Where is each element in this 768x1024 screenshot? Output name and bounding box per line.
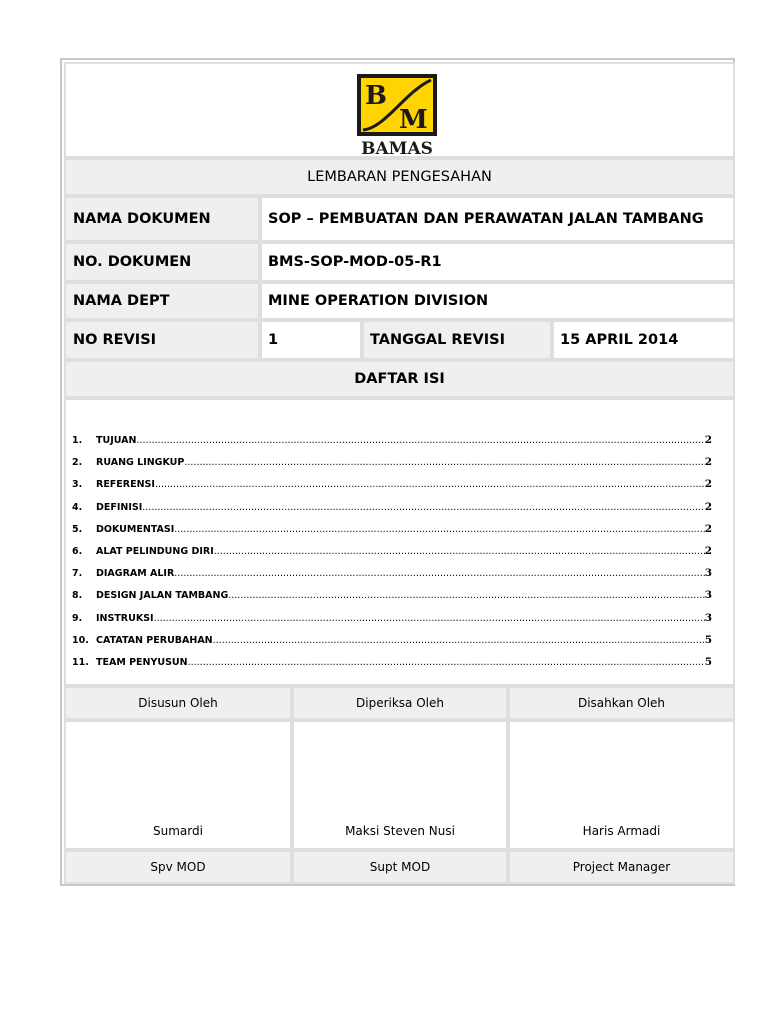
toc-item-title: ALAT PELINDUNG DIRI xyxy=(96,546,214,557)
toc-item-title: DOKUMENTASI xyxy=(96,523,175,535)
toc-item-number: 6. xyxy=(72,546,83,557)
bamas-logo xyxy=(355,72,439,156)
role-approved: Project Manager xyxy=(508,850,735,884)
approval-header-approved: Disahkan Oleh xyxy=(508,686,735,720)
toc-item-page: 5 xyxy=(704,633,712,646)
approval-header-checked: Diperiksa Oleh xyxy=(292,686,508,720)
toc-leader-dots xyxy=(155,479,705,490)
toc-leader-dots xyxy=(142,502,704,513)
no-revisi-label: NO REVISI xyxy=(64,320,260,360)
toc-item-title: TUJUAN xyxy=(96,435,137,446)
role-checked: Supt MOD xyxy=(292,850,508,884)
toc-item-number: 8. xyxy=(72,590,83,602)
toc-item-number: 9. xyxy=(72,612,83,624)
sheet-title: LEMBARAN PENGESAHAN xyxy=(64,158,735,196)
toc-leader-dots xyxy=(228,590,704,601)
toc-item-number: 7. xyxy=(72,568,83,580)
toc-leader-dots xyxy=(154,613,705,624)
toc-item-number: 1. xyxy=(72,435,83,446)
logo-cell xyxy=(64,62,735,158)
toc-leader-dots xyxy=(136,435,704,446)
toc-leader-dots xyxy=(174,524,704,535)
signature-box-prepared xyxy=(64,720,292,850)
no-dokumen-label: NO. DOKUMEN xyxy=(64,242,260,282)
nama-dokumen-label: NAMA DOKUMEN xyxy=(64,196,260,242)
signatory-name: Haris Armadi xyxy=(582,824,661,838)
nama-dept-label: NAMA DEPT xyxy=(64,282,260,320)
toc-item-number: 5. xyxy=(72,523,83,535)
toc-item-page: 3 xyxy=(704,567,712,580)
toc-item-page: 2 xyxy=(704,500,712,513)
toc-item xyxy=(72,567,712,581)
toc-item-title: REFERENSI xyxy=(96,479,155,491)
no-dokumen-value: BMS-SOP-MOD-05-R1 xyxy=(260,242,735,282)
toc-item-title: TEAM PENYUSUN xyxy=(96,657,188,668)
toc-item-page: 5 xyxy=(704,656,712,668)
toc-item xyxy=(72,434,712,448)
toc-item xyxy=(72,612,712,626)
toc-item-page: 2 xyxy=(704,456,712,469)
no-revisi-value: 1 xyxy=(260,320,362,360)
toc-item xyxy=(72,545,712,559)
toc-item-page: 3 xyxy=(704,589,712,602)
toc-item xyxy=(72,501,712,515)
signature-box-approved xyxy=(508,720,735,850)
nama-dept-value: MINE OPERATION DIVISION xyxy=(260,282,735,320)
signatory-name: Maksi Steven Nusi xyxy=(345,824,455,838)
toc-leader-dots xyxy=(184,457,704,468)
toc-item xyxy=(72,456,712,470)
tanggal-revisi-value: 15 APRIL 2014 xyxy=(552,320,735,360)
toc-item-number: 3. xyxy=(72,479,83,491)
toc-item-page: 2 xyxy=(704,434,712,446)
toc-item-title: DESIGN JALAN TAMBANG xyxy=(96,590,229,602)
approval-sheet xyxy=(60,58,735,886)
toc-leader-dots xyxy=(213,635,705,646)
toc-item xyxy=(72,656,712,670)
toc-item-page: 2 xyxy=(704,478,712,491)
tanggal-revisi-label: TANGGAL REVISI xyxy=(362,320,552,360)
role-prepared: Spv MOD xyxy=(64,850,292,884)
table-of-contents xyxy=(64,398,735,686)
nama-dokumen-value: SOP – PEMBUATAN DAN PERAWATAN JALAN TAMBANG xyxy=(260,196,735,242)
toc-leader-dots xyxy=(214,546,705,557)
toc-item xyxy=(72,589,712,603)
toc-item-number: 4. xyxy=(72,501,83,513)
toc-item-title: DIAGRAM ALIR xyxy=(96,568,175,580)
signature-box-checked xyxy=(292,720,508,850)
toc-item-number: 10. xyxy=(72,634,89,646)
toc-leader-dots xyxy=(174,568,704,579)
toc-item-number: 2. xyxy=(72,457,83,469)
toc-item-page: 2 xyxy=(704,522,712,535)
toc-item-title: INSTRUKSI xyxy=(96,612,154,624)
toc-item xyxy=(72,478,712,492)
approval-header-prepared: Disusun Oleh xyxy=(64,686,292,720)
toc-item-page: 2 xyxy=(704,545,712,557)
svg-text:M: M xyxy=(399,105,428,135)
toc-item xyxy=(72,523,712,537)
toc-item xyxy=(72,634,712,648)
toc-item-title: CATATAN PERUBAHAN xyxy=(96,634,213,646)
svg-text:B: B xyxy=(365,81,387,111)
toc-item-number: 11. xyxy=(72,657,89,668)
toc-leader-dots xyxy=(188,657,705,668)
signatory-name: Sumardi xyxy=(153,824,203,838)
toc-item-page: 3 xyxy=(704,611,712,624)
toc-item-title: DEFINISI xyxy=(96,501,143,513)
toc-item-title: RUANG LINGKUP xyxy=(96,457,185,469)
svg-text:BAMAS: BAMAS xyxy=(361,139,433,156)
toc-heading: DAFTAR ISI xyxy=(64,360,735,398)
